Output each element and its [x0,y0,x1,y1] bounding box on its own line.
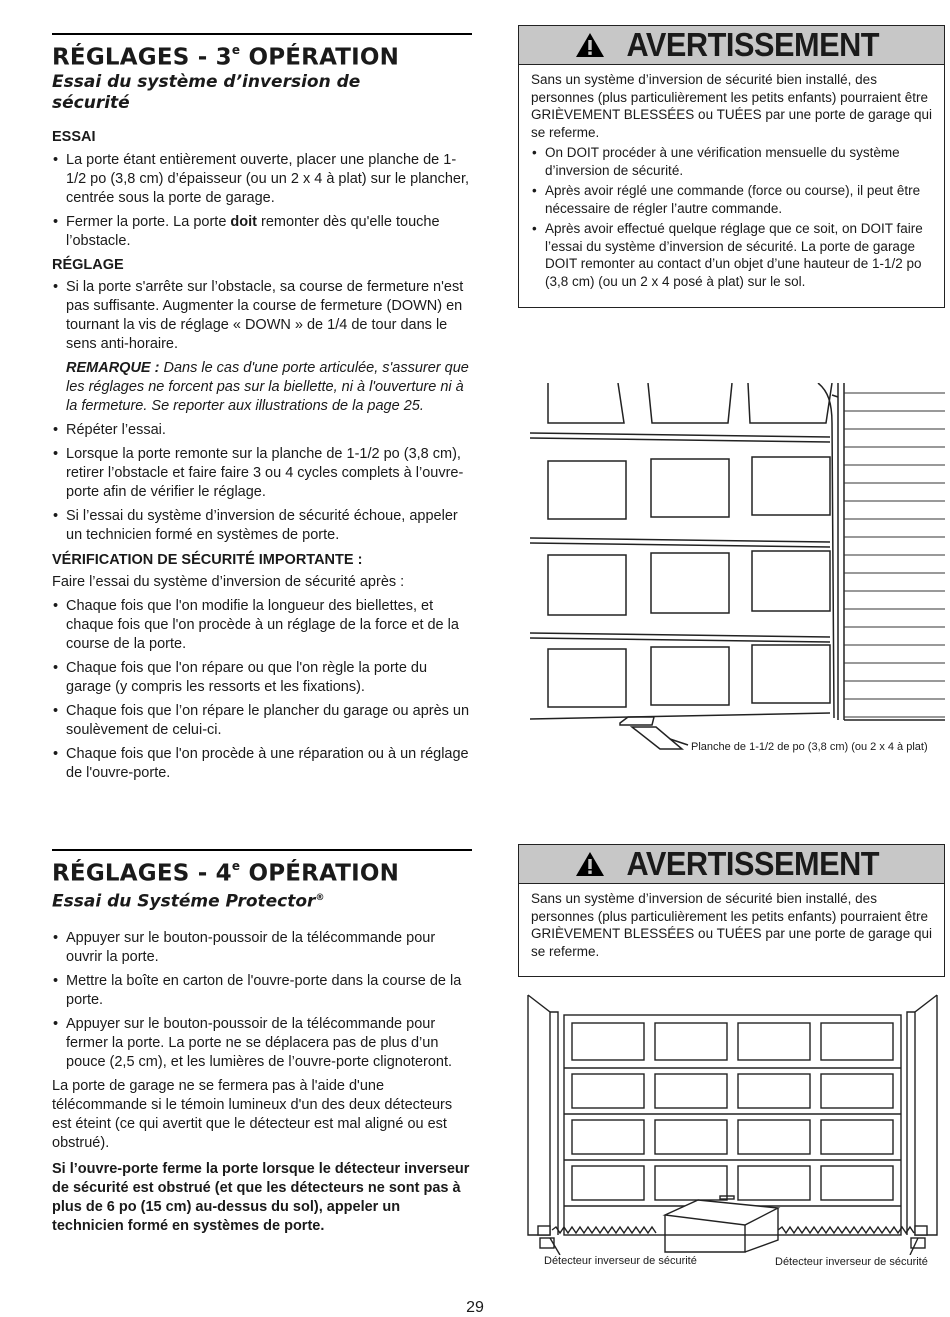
essai-item: • La porte étant entièrement ouverte, placer une planche de 1-1/2 po (3,8 cm) d’épaisseur (ou un 2 x 4 à plat) sur le plancher, centrée sous la porte de garage. [52,151,472,208]
note-text: Dans le cas d'une porte articulée, s'assurer que les réglages ne forcent pas sur la biellette, ni à l'ouverture ni à la fermeture. Se reporter aux illustrations de la page 25. [66,359,469,414]
essai-heading: ESSAI [52,128,96,145]
remarque-note [52,359,472,416]
reglage-list [52,278,472,354]
warning-icon [575,32,605,58]
protector-item: • Appuyer sur le bouton-poussoir de la télécommande pour fermer la porte. La porte ne se déplacera pas de plus d’un pouce (2,5 cm), et les lumières de l’ouvre-porte clignoteront. [52,1015,472,1072]
garage-door-board-illustration [520,383,945,758]
section-3-title [52,33,472,72]
title-sup: e [231,859,241,873]
verification-item: • Chaque fois que l'on procède à une réparation ou à un réglage de l'ouvre-porte. [52,745,472,783]
reglage-item: • Si l’essai du système d’inversion de sécurité échoue, appeler un technicien formé en systèmes de porte. [52,507,472,545]
essai-item2-bold: doit [230,213,257,230]
reglage-list-more [52,421,472,545]
essai-list [52,151,472,251]
sensor-caption-right: Détecteur inverseur de sécurité [775,1256,928,1268]
reglage-item: • Répéter l’essai. [52,421,472,440]
note-label: REMARQUE : [66,359,160,376]
warning-header [519,26,944,65]
essai-item2-pre: Fermer la porte. La porte [66,213,231,230]
protector-item: • Appuyer sur le bouton-poussoir de la télécommande pour ouvrir la porte. [52,929,472,967]
section-4-subtitle [52,888,472,913]
section-3-subtitle: Essai du système d’inversion de sécurité [52,71,361,113]
warning-list [531,144,932,290]
warning-box-1 [518,25,945,308]
reglage-item: • Si la porte s'arrête sur l’obstacle, sa course de fermeture n'est pas suffisante. Augmenter la course de fermeture (DOWN) en tournant la vis de réglage « DOWN » de 1/4 de tour dans le sens anti-horaire. [52,278,472,354]
verification-list [52,597,472,783]
section-4-title [52,849,472,888]
protector-list [52,929,472,1072]
registered-mark: ® [315,892,325,903]
warning-icon [575,851,605,877]
warning-header [519,845,944,884]
verification-heading: VÉRIFICATION DE SÉCURITÉ IMPORTANTE : [52,551,363,568]
protector-paragraph: La porte de garage ne se fermera pas à l'aide d'une télécommande si le témoin lumineux d'un des deux détecteurs est éteint (ce qui avertit que le détecteur est mal aligné ou est obstrué). [52,1078,453,1152]
title-end: OPÉRATION [240,44,400,71]
subtitle-text: Essai du Systéme Protector [52,891,316,912]
verification-item: • Chaque fois que l'on modifie la longueur des biellettes, et chaque fois que l'on procède à un réglage de la force et de la course de la porte. [52,597,472,654]
title-text: RÉGLAGES - 4 [52,860,232,887]
reglage-item: • Lorsque la porte remonte sur la planche de 1-1/2 po (3,8 cm), retirer l’obstacle et faire faire 3 ou 4 cycles complets à l’ouvre-porte afin de vérifier le réglage. [52,445,472,502]
section-4 [52,849,472,1236]
section-3 [52,33,472,788]
verification-item: • Chaque fois que l'on répare ou que l'on règle la porte du garage (y compris les ressorts et les fixations). [52,659,472,697]
protector-item: • Mettre la boîte en carton de l'ouvre-porte dans la course de la porte. [52,972,472,1010]
title-end: OPÉRATION [240,860,400,887]
title-text: RÉGLAGES - 3 [52,44,232,71]
warning-intro: Sans un système d’inversion de sécurité bien installé, des personnes (plus particulièrement les petits enfants) pourraient être GRIÈVEMENT BLESSÉES ou TUÉES par une porte de garage qui se referme. [531,891,932,959]
essai-item2-post: remonter dès qu'elle touche l’obstacle. [66,213,440,249]
protector-bold-paragraph: Si l’ouvre-porte ferme la porte lorsque le détecteur inverseur de sécurité est obstrué (et que les détecteurs ne sont pas à plus de 6 po (15 cm) au-dessus du sol), appeler un technicien formé en systèmes de porte. [52,1161,470,1235]
warning-title: AVERTISSEMENT [626,845,879,882]
title-sup: e [231,43,241,57]
garage-door-sensor-illustration [520,990,945,1255]
reglage-heading: RÉGLAGE [52,256,124,273]
sensor-caption-left: Détecteur inverseur de sécurité [544,1255,697,1267]
page-number: 29 [466,1299,484,1316]
warning-item: • Après avoir réglé une commande (force ou course), il peut être nécessaire de régler l’autre commande. [531,182,932,217]
warning-body [519,65,944,301]
warning-body [519,884,944,968]
verification-item: • Chaque fois que l’on répare le plancher du garage ou après un soulèvement de celui-ci. [52,702,472,740]
warning-title: AVERTISSEMENT [626,26,879,63]
warning-item: • On DOIT procéder à une vérification mensuelle du système d’inversion de sécurité. [531,144,932,179]
board-caption: Planche de 1-1/2 de po (3,8 cm) (ou 2 x 4 à plat) [691,741,928,753]
essai-item [52,213,472,251]
verification-intro: Faire l’essai du système d’inversion de sécurité après : [52,573,405,590]
warning-item: • Après avoir effectué quelque réglage que ce soit, on DOIT faire l’essai du système d’inversion de sécurité. La porte de garage DOIT remonter au contact d’un objet d’une hauteur de 1-1/2 po (3,8 cm) (ou un 2 x 4 posé à plat) sur le sol. [531,220,932,290]
warning-intro: Sans un système d’inversion de sécurité bien installé, des personnes (plus particulièrement les petits enfants) pourraient être GRIÈVEMENT BLESSÉES ou TUÉES par une porte de garage qui se referme. [531,72,932,140]
warning-box-2 [518,844,945,977]
